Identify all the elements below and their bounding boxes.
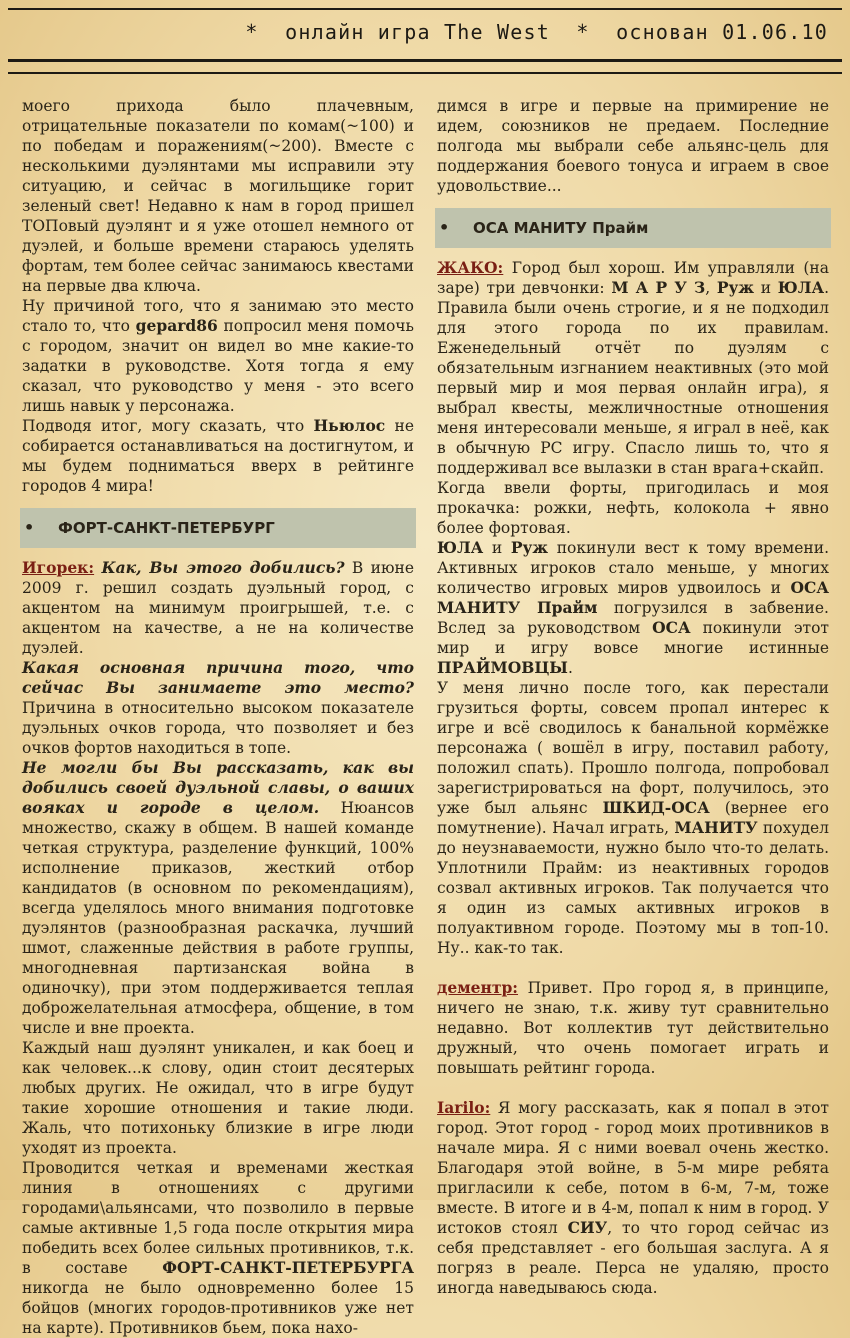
interview-paragraph-3: Не могли бы Вы рассказать, как вы добились своей дуэльной славы, о ваших вояках и городе в целом. Нюансов множество, скажу в общем. В нашей команде четкая структура, разделение функций, 100% исполнение приказов, жесткий отбор кандидатов (в основном по рекомендациям), всегда уделялось много внимания подготовке дуэлянтов (разнообразная раскачка, лучший шмот, слаженные действия в работе группы, многодневная партизанская война в одиночку), при этом поддерживается теплая доброжелательная атмосфера, общение, в том числе и вне проекта. xyxy=(22,758,414,1037)
town-name: Ньюлос xyxy=(313,416,386,435)
section-title: ОСА МАНИТУ Прайм xyxy=(473,219,649,237)
top-rule xyxy=(8,8,842,10)
zhako-paragraph-1: ЖАКО: Город был хорош. Им управляли (на заре) три девчонки: М А Р У З, Руж и ЮЛА. Правила были очень строгие, и я не подходил для этого города по их правилам. Еженедельный отчёт по дуэлям с обязательным изгнанием неактивных (это мой первый мир и моя первая онлайн игра), я выбрал квесты, межличностные отношения меня интересовали меньше, я играл в неё, как в обычную РС игру. Спасло лишь то, что я поддерживал все вылазки в стан врага+скайп. xyxy=(437,258,830,477)
iarilo-paragraph: Iarilo: Я могу рассказать, как я попал в этот город. Этот город - город моих противников в начале мира. Я с ними воевал очень жестко. Благодаря этой войне, в 5-м мире ребята пригласили к себе, потом в 6-м, 7-м, тоже вместе. В итоге и в 4-м, попал к ним в город. У истоков стоял СИУ, то что город сейчас из себя представляет - его большая заслуга. А я погряз в реале. Перса не удаляю, просто иногда наведываюсь сюда. xyxy=(437,1098,830,1297)
header-title: * онлайн игра The West * основан 01.06.10 xyxy=(245,20,828,44)
section-header-osa-manitu xyxy=(435,208,831,248)
right-column xyxy=(437,96,829,1298)
player-name: gepard86 xyxy=(135,316,218,335)
header-rule-1 xyxy=(8,59,842,62)
zhako-paragraph-4: У меня лично после того, как перестали грузиться форты, совсем пропал интерес к игре и всё сводилось к банальной кормёжке персонажа ( вошёл в игру, поставил работу, положил спать). Прошло полгода, попробовал зарегистрироваться на форт, получилось, это уже был альянс ШКИД-ОСА (вернее его помутнение). Начал играть, МАНИТУ похудел до неузнаваемости, нужно было что-то делать. Уплотнили Прайм: из неактивных городов созвал активных игроков. Так получается что я один из самых активных игроков в полуактивном городе. Поэтому мы в топ-10. Ну.. как-то так. xyxy=(437,679,830,957)
speaker-label: ЖАКО: xyxy=(437,258,504,277)
speaker-label: дементр: xyxy=(437,978,519,997)
left-intro-paragraph-3: Подводя итог, могу сказать, что Ньюлос не собирается останавливаться на достигнутом, и мы будем подниматься вверх в рейтинге городов 4 мира! xyxy=(22,416,414,495)
header-rule-2 xyxy=(8,72,842,74)
bullet-icon: • xyxy=(24,518,35,537)
interview-paragraph-5: Проводится четкая и временами жесткая линия в отношениях с другими городами\альянсами, что позволило в первые самые активные 1,5 года после открытия мира победить всех более сильных противников, т.к. в составе ФОРТ-САНКТ-ПЕТЕРБУРГА никогда не было одновременно более 15 бойцов (многих городов-противников уже нет на карте). Противников бьем, пока нахо- xyxy=(22,1159,414,1337)
right-intro-paragraph: димся в игре и первые на примирение не идем, союзников не предаем. Последние полгода мы выбрали себе альянс-цель для поддержания боевого тонуса и играем в свое удовольствие... xyxy=(437,97,829,195)
interview-paragraph-2: Какая основная причина того, что сейчас Вы занимаете это место? Причина в относительно высоком показателе дуэльных очков города, что позволяет и без очков фортов находиться в топе. xyxy=(22,658,414,757)
zhako-paragraph-2: Когда ввели форты, пригодилась и моя прокачка: рожки, нефть, колокола + явно более фортовая. xyxy=(437,479,829,537)
section-header-fort-spb xyxy=(20,508,416,548)
speaker-label: Игорек: xyxy=(22,558,95,577)
section-title: ФОРТ-САНКТ-ПЕТЕРБУРГ xyxy=(58,519,275,537)
interview-paragraph-4: Каждый наш дуэлянт уникален, и как боец и как человек...к слову, один стоит десятерых любых других. Не ожидал, что в игре будут такие хорошие отношения и такие люди. Жаль, что потихоньку близкие в игре люди уходят из проекта. xyxy=(22,1039,414,1157)
interview-paragraph-1: Игорек: Как, Вы этого добились? В июне 2009 г. решил создать дуэльный город, с акцентом на минимум проигрышей, т.е. с акцентом на качестве, а не на количестве дуэлей. xyxy=(22,558,415,657)
left-intro-paragraph-1: моего прихода было плачевным, отрицательные показатели по комам(~100) и по победам и поражениям(~200). Вместе с несколькими дуэлянтами мы исправили эту ситуацию, и сейчас в могильщике горит зеленый свет! Недавно к нам в город пришел ТОПовый дуэлянт и я уже отошел немного от дуэлей, и больше времени стараюсь уделять фортам, тем более сейчас занимаюсь квестами на первые два ключа. xyxy=(22,97,414,295)
dementr-paragraph: дементр: Привет. Про город я, в принципе, ничего не знаю, т.к. живу тут сравнительно недавно. Вот коллектив тут действительно дружный, что очень помогает играть и повышать рейтинг города. xyxy=(437,978,829,1077)
left-intro-paragraph-2: Ну причиной того, что я занимаю это место стало то, что gepard86 попросил меня помочь с городом, значит он видел во мне какие-то задатки в руководстве. Хотя тогда я ему сказал, что руководство у меня - это всего лишь навык у персонажа. xyxy=(22,297,414,415)
left-column xyxy=(22,96,414,1338)
zhako-paragraph-3: ЮЛА и Руж покинули вест к тому времени. Активных игроков стало меньше, у многих количество игровых миров удвоилось и ОСА МАНИТУ Прайм погрузился в забвение. Вслед за руководством ОСА покинули этот мир и игру вовсе многие истинные ПРАЙМОВЦЫ. xyxy=(437,538,830,677)
newspaper-header xyxy=(0,0,850,90)
bullet-icon: • xyxy=(439,218,450,237)
speaker-label: Iarilo: xyxy=(437,1098,491,1117)
